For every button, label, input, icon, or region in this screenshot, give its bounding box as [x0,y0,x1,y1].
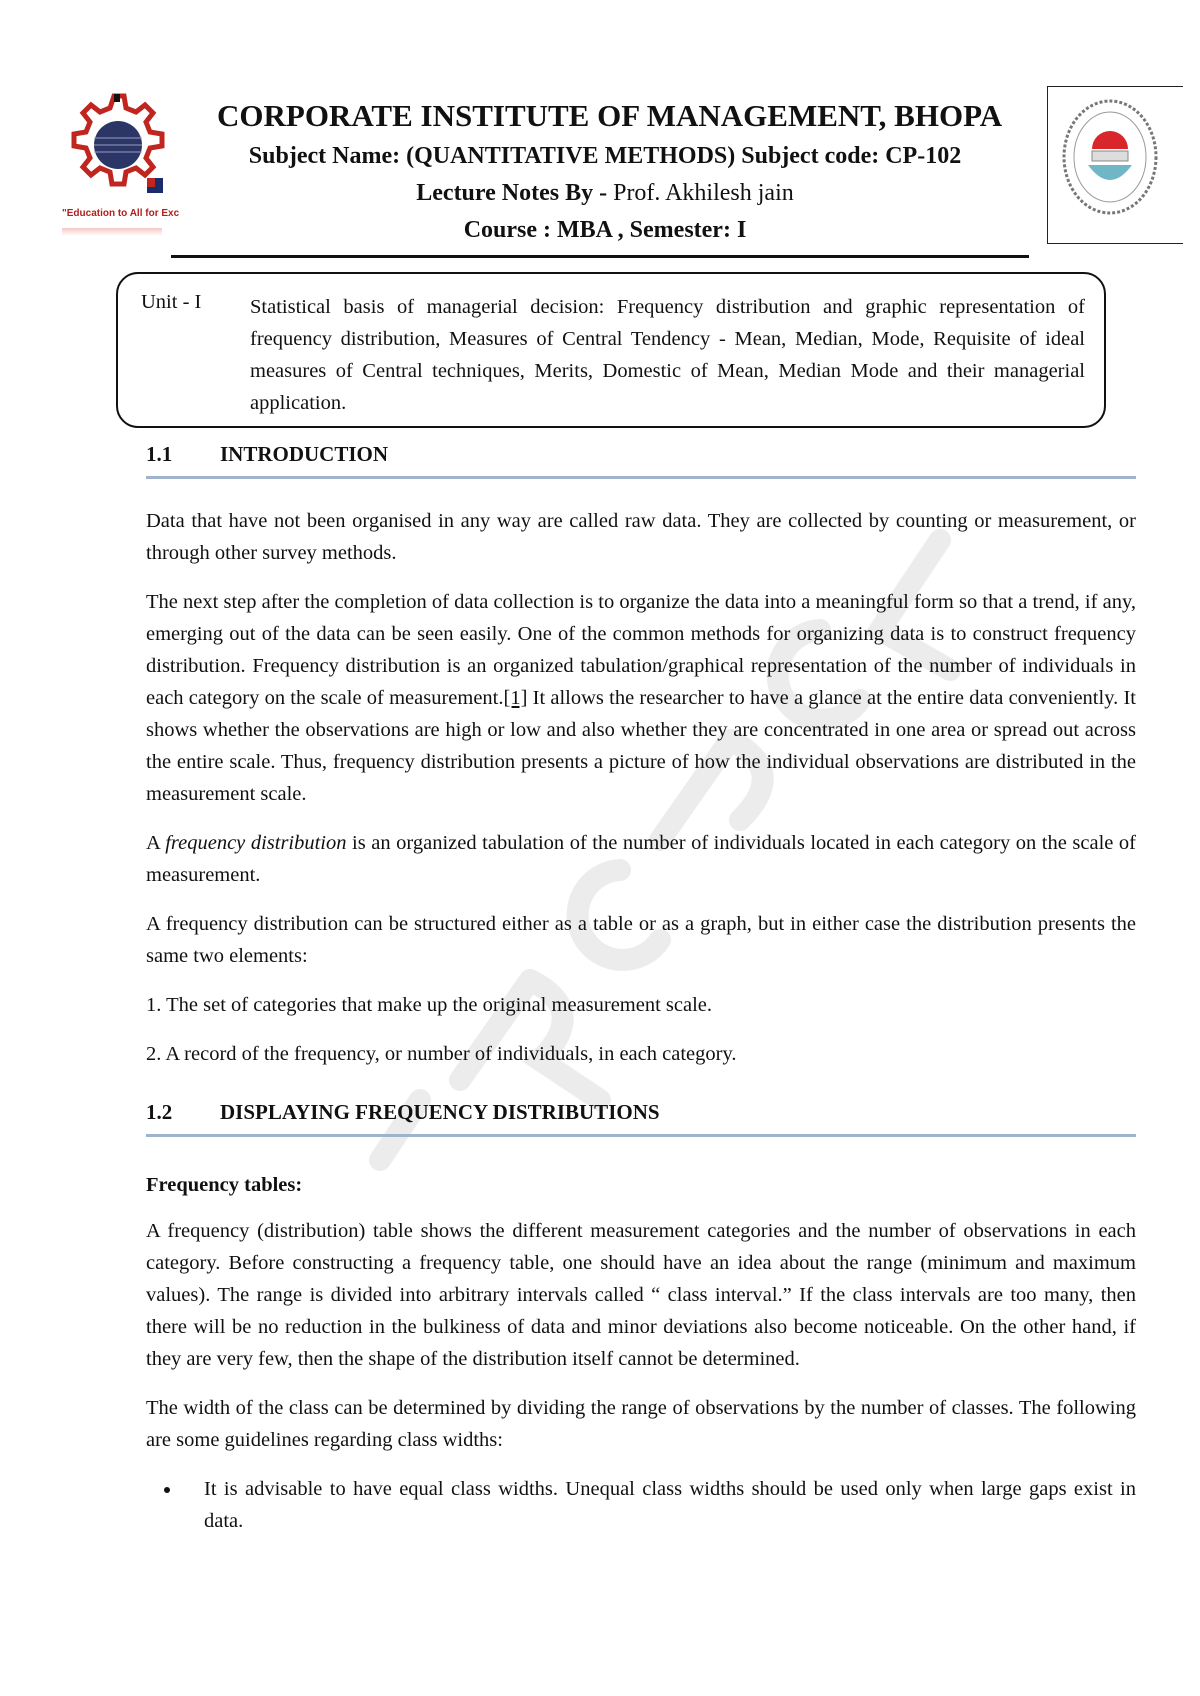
guidelines-list [146,1473,1136,1537]
section-title: DISPLAYING FREQUENCY DISTRIBUTIONS [220,1100,660,1124]
subheading-frequency-tables: Frequency tables: [146,1174,303,1196]
paragraph-text: The next step after the completion of data collection is to organize the data into a meaningful form so that a trend, if any, emerging out of the data can be seen easily. One of the common methods for organizing data is to construct frequency distribution. Frequency distribution is an organized tabulation/graphical representation of the number of individuals in each category on the scale of measurement. [146,591,1136,709]
gear-globe-logo-icon [62,90,167,208]
course-line: Course : MBA , Semester: I [463,217,747,243]
section-heading-displaying [146,1096,1136,1137]
list-item: 1. The set of categories that make up the original measurement scale. [146,994,713,1016]
paragraph: The width of the class can be determined by dividing the range of observations by the number of classes. The following are some guidelines regarding class widths: [146,1397,1136,1451]
paragraph [146,827,1136,891]
paragraph [146,586,1136,810]
unit-syllabus-box [116,272,1106,428]
lecture-notes-line [175,180,1035,207]
paragraph-text: It allows the researcher to have a glance at the entire data conveniently. It shows whether the observations are high or low and also whether they are concentrated in one area or spread out across the entire scale. Thus, frequency distribution presents a picture of how the individual observations are distributed in the measurement scale. [146,687,1136,805]
society-logo [62,90,180,255]
lecture-label: Lecture Notes By - [416,180,614,206]
bullet-item: • It is advisable to have equal class widths. Unequal class widths should be used only when large gaps exist in data. [182,1473,1136,1537]
lecturer-name: Prof. Akhilesh jain [613,180,794,206]
institute-title: CORPORATE INSTITUTE OF MANAGEMENT, BHOPA [217,98,1003,133]
paragraph-text: is an organized tabulation of the number of individuals located in each category on the scale of measurement. [146,832,1136,886]
unit-description: Statistical basis of managerial decision: Frequency distribution and graphic representation of frequency distribution, Measures of Central Tendency - Mean, Median, Mode, Requisite of ideal measures of Central techniques, Merits, Domestic of Mean, Median Mode and their managerial application. [250,296,1085,414]
section-title: INTRODUCTION [220,442,389,466]
section-number: 1.2 [146,1100,173,1124]
section-number: 1.1 [146,442,173,466]
document-body [146,438,1136,1537]
seal-emblem-icon [1048,87,1183,243]
paragraph: A frequency (distribution) table shows the different measurement categories and the number of observations in each category. Before constructing a frequency table, one should have an idea about the range (minimum and maximum values). The range is divided into arbitrary intervals called “ class interval.” If the class intervals are too many, then there will be no reduction in the bulkiness of data and minor deviations also become noticeable. On the other hand, if they are very few, then the shape of the distribution itself cannot be determined. [146,1220,1136,1370]
list-item: 2. A record of the frequency, or number of individuals, in each category. [146,1043,737,1065]
logo-tagline: "Education to All for Exc [62,208,180,219]
reference-link[interactable]: [1] [503,687,528,709]
university-seal [1047,86,1183,244]
logo-tagline-reflection [62,228,162,236]
paragraph: Data that have not been organised in any way are called raw data. They are collected by counting or measurement, or through other survey methods. [146,510,1136,564]
paragraph-text: A [146,832,166,854]
paragraph: A frequency distribution can be structured either as a table or as a graph, but in either case the distribution presents the same two elements: [146,913,1136,967]
emphasis-term: frequency distribution [165,832,347,854]
unit-label: Unit - I [141,291,202,313]
subject-line: Subject Name: (QUANTITATIVE METHODS) Subject code: CP-102 [248,143,962,169]
section-heading-introduction [146,438,1136,479]
header-rule [171,255,1029,258]
